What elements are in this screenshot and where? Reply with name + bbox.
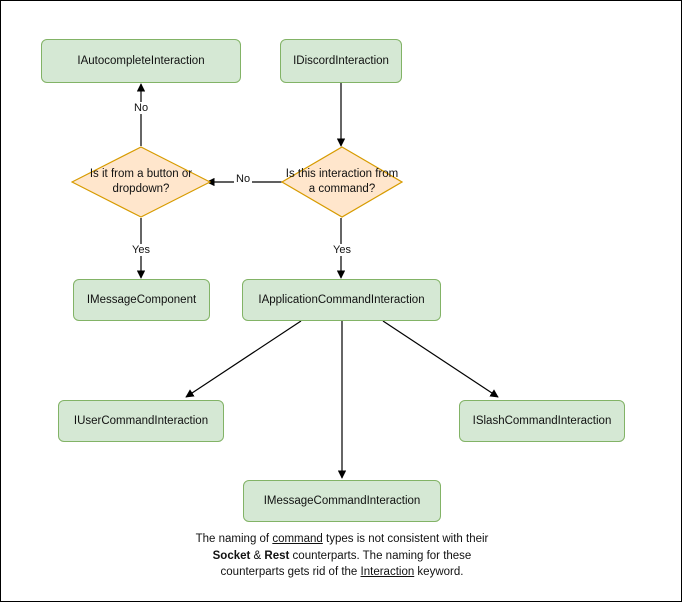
caption-bold-rest: Rest [264,549,290,562]
node-user-command-interaction[interactable] [58,400,224,442]
node-label: IMessageCommandInteraction [263,494,421,507]
caption-text: & [250,549,265,562]
node-label: ISlashCommandInteraction [472,414,612,427]
decision-button-or-dropdown[interactable] [71,146,211,218]
node-slash-command-interaction[interactable] [459,400,625,442]
caption-bold-socket: Socket [212,549,251,562]
node-label: IMessageComponent [86,293,197,306]
node-message-component[interactable] [73,279,210,321]
node-label: IDiscordInteraction [293,54,389,67]
node-label: IAutocompleteInteraction [77,54,205,67]
node-autocomplete-interaction[interactable] [41,39,241,83]
caption-line-3 [121,564,563,581]
decision-label: Is it from a button or dropdown? [89,168,193,195]
edge-label-yes-left: Yes [132,244,150,256]
node-label: IUserCommandInteraction [73,414,209,427]
caption-line-2 [121,548,563,565]
edge-label-yes-right: Yes [333,244,351,256]
node-message-command-interaction[interactable] [243,480,441,522]
caption-text: keyword. [414,566,464,579]
caption-text: counterparts. The naming for these [289,549,472,562]
decision-from-command[interactable] [281,146,403,218]
decision-label: Is this interaction from a command? [285,168,399,195]
node-label: IApplicationCommandInteraction [258,293,425,306]
caption-text: The naming of [195,533,273,545]
node-discord-interaction[interactable] [280,39,402,83]
diagram-caption [121,531,563,581]
caption-text: counterparts gets rid of the [220,566,361,579]
edge-label-no-up: No [134,102,149,114]
caption-line-1 [121,531,563,548]
caption-underline-interaction: Interaction [360,566,415,579]
caption-text: types is not consistent with their [322,533,489,545]
caption-underline-command: command [272,533,323,545]
edge-label-no-left: No [236,173,251,185]
node-application-command-interaction[interactable] [242,279,441,321]
